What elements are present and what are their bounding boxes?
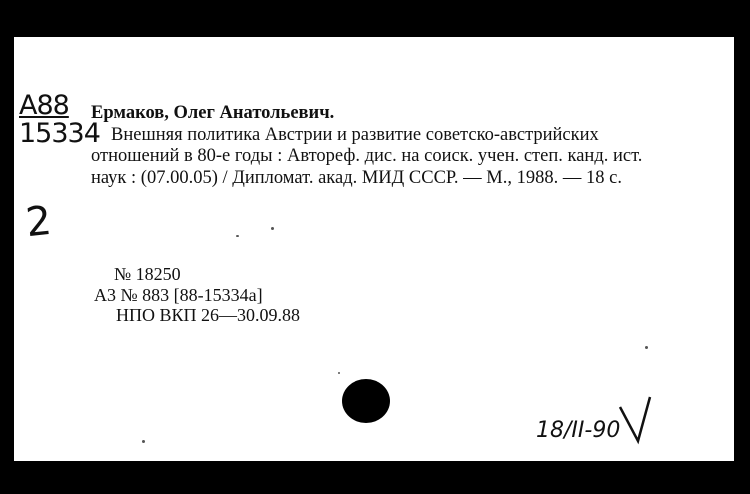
check-mark-icon [620, 397, 650, 441]
handwritten-date-stamp [534, 389, 654, 449]
entry-description: Внешняя политика Австрии и развитие советско-австрийских отношений в 80-е годы : Автореф. дис. на соиск. учен. степ. канд. ист. наук : (07.00.05) / Дипломат. акад. МИД СССР. — М., 1988. — 18 с. [91, 124, 643, 188]
author-heading: Ермаков, Олег Анатольевич. [91, 103, 335, 123]
bibliographic-entry [91, 103, 671, 189]
punch-hole [342, 379, 390, 423]
accession-block [94, 264, 300, 326]
catalog-card [14, 37, 734, 461]
order-number: А3 № 883 [88-15334а] [94, 284, 263, 305]
speck [236, 235, 239, 237]
date-stamp-text: 18/II-90 [536, 418, 621, 443]
registration-line: НПО ВКП 26—30.09.88 [116, 305, 301, 325]
shelf-mark-line-1: А88 [19, 90, 69, 121]
accession-number: № 18250 [114, 264, 181, 284]
shelf-mark [19, 92, 100, 148]
handwritten-note: 2 [23, 197, 54, 247]
speck [645, 346, 648, 349]
speck [271, 227, 274, 230]
shelf-mark-line-2: 15334 [19, 118, 100, 149]
speck [338, 372, 340, 374]
speck [142, 440, 145, 443]
